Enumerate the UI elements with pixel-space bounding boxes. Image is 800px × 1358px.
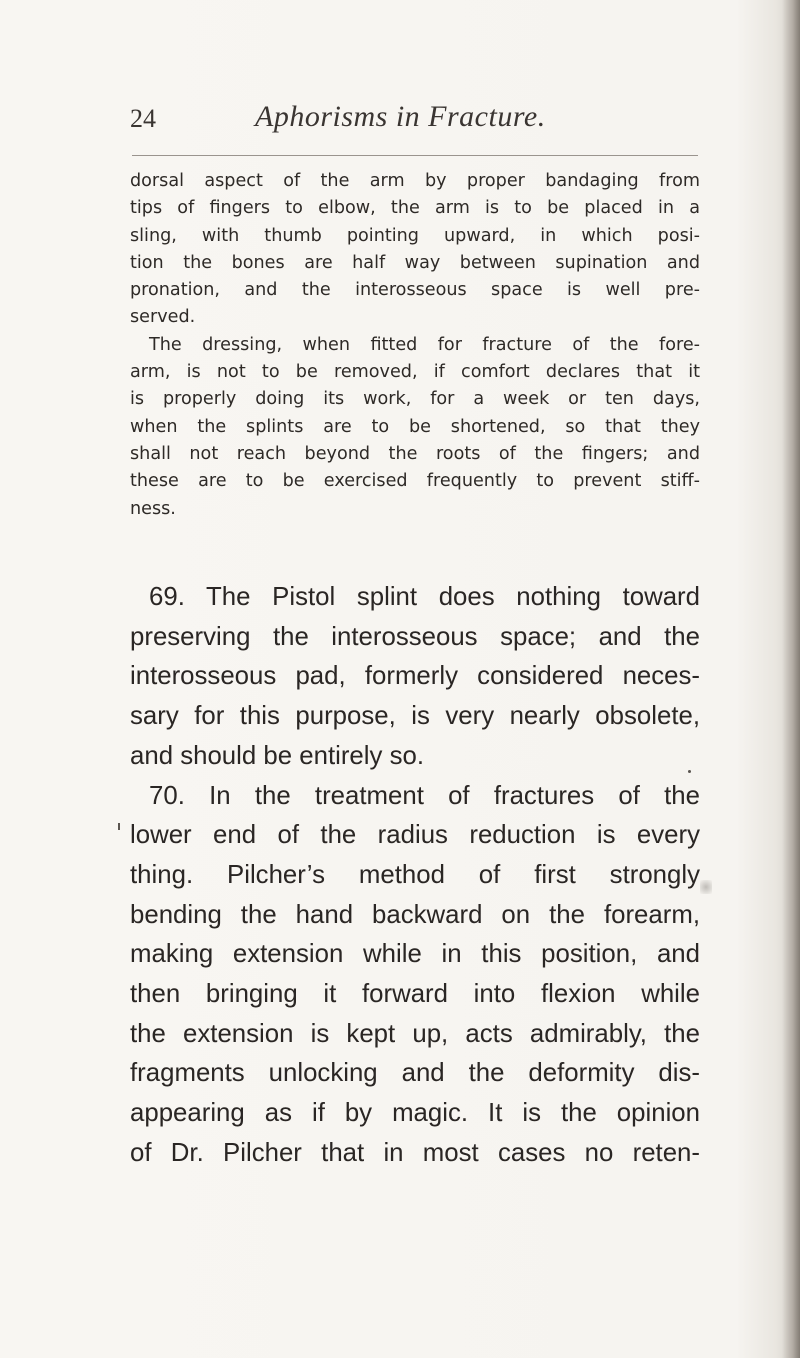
text-line: arm, is not to be removed, if comfort declares that it [130,362,700,383]
aphorism-70-line: 70. In the treatment of fractures of the [149,781,700,810]
aphorism-69-line: preserving the interosseous space; and the [130,622,700,651]
text-line: is properly doing its work, for a week or ten days, [130,389,700,410]
aphorism-70-line: lower end of the radius reduction is every [130,821,700,850]
text-line: sling, with thumb pointing upward, in which posi- [130,225,700,246]
aphorism-70-line: the extension is kept up, acts admirably, the [130,1019,700,1048]
aphorism-70-line: of Dr. Pilcher that in most cases no reten- [130,1138,700,1167]
aphorism-70-line: thing. Pilcher’s method of first strongly [130,860,700,889]
header-rule [132,155,698,156]
aphorism-70-line: then bringing it forward into flexion while [130,980,700,1009]
print-mark [118,823,120,830]
aphorism-70-line: appearing as if by magic. It is the opinion [130,1099,700,1128]
aphorism-69-line: and should be entirely so. [130,741,424,770]
text-line: tion the bones are half way between supination and [130,252,700,273]
small-print-section [130,168,700,523]
text-line: tips of fingers to elbow, the arm is to be placed in a [130,198,700,219]
print-speck [688,770,691,773]
text-line: served. [130,307,196,328]
large-print-section [130,578,700,1174]
running-head [130,100,700,140]
text-line: The dressing, when fitted for fracture of the fore- [149,334,700,355]
text-line: when the splints are to be shortened, so that they [130,416,700,437]
aphorism-69-line: sary for this purpose, is very nearly obsolete, [130,702,700,731]
aphorism-70-line: bending the hand backward on the forearm, [130,900,700,929]
page-number: 24 [130,104,156,133]
text-line: dorsal aspect of the arm by proper bandaging from [130,171,700,191]
text-line: ness. [130,498,176,519]
text-line: pronation, and the interosseous space is well pre- [130,280,700,301]
page-edge-shadow [782,0,800,1358]
text-line: these are to be exercised frequently to prevent stiff- [130,471,700,492]
text-line: shall not reach beyond the roots of the fingers; and [130,443,700,464]
aphorism-69-line: interosseous pad, formerly considered neces- [130,662,700,691]
aphorism-69-line: 69. The Pistol splint does nothing toward [149,583,700,611]
aphorism-70-line: making extension while in this position, and [130,940,700,969]
running-title: Aphorisms in Fracture. [255,100,546,133]
page-smudge [700,880,712,894]
aphorism-70-line: fragments unlocking and the deformity dis- [130,1059,700,1088]
